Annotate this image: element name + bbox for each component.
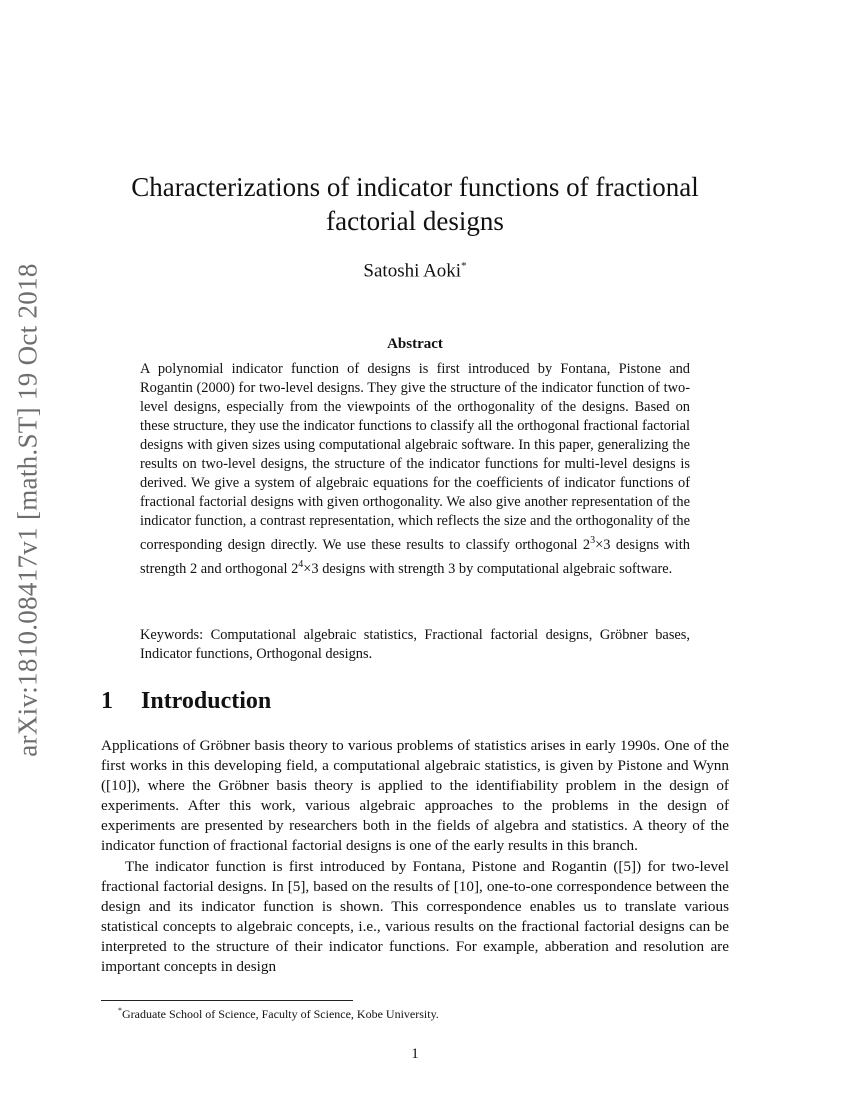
section-heading [101,688,271,715]
section-body [101,736,729,977]
paper-title: Characterizations of indicator functions of fractional factorial designs [131,172,699,236]
footnote [118,1006,439,1022]
author-footnote-mark: * [461,260,467,272]
exponent: 3 [590,535,596,546]
arxiv-side-stamp [8,250,48,770]
author-name: Satoshi Aoki [363,260,462,282]
paragraph: Applications of Gröbner basis theory to various problems of statistics arises in early 1990s. One of the first works in this developing field, a computational algebraic statistics, is given by Pistone and Wynn ([10]), where the Gröbner basis theory is applied to the identifiability problem in the design of experiments. After this work, various algebraic approaches to the problems in the design of experiments are presented by researchers both in the fields of algebra and statistics. A theory of the indicator function of fractional factorial designs is one of the early results in this branch. [101,737,729,855]
section-title: Introduction [141,688,272,714]
footnote-mark: * [118,1006,122,1015]
exponent: 4 [298,558,304,570]
arxiv-identifier: arXiv:1810.08417v1 [math.ST] 19 Oct 2018 [12,263,43,757]
section-number: 1 [101,688,113,714]
abstract-heading: Abstract [387,336,443,352]
footnote-text: Graduate School of Science, Faculty of Science, Kobe University. [122,1007,439,1021]
author-line [100,260,730,282]
footnote-divider [101,1000,353,1001]
keywords: Keywords: Computational algebraic statistics, Fractional factorial designs, Gröbner bases, Indicator functions, Orthogonal designs. [140,627,690,662]
abstract-text: A polynomial indicator function of designs is first introduced by Fontana, Pistone and Rogantin (2000) for two-level designs. They give the structure of the indicator function of two-level designs, especially from the viewpoints of the orthogonality of the designs. Based on these structure, they use the indicator functions to classify all the orthogonal fractional factorial designs with given sizes using computational algebraic software. In this paper, generalizing the results on two-level designs, the structure of the indicator functions for multi-level designs is derived. We give a system of algebraic equations for the coefficients of indicator functions of fractional factorial designs with given orthogonality. We also give another representation of the indicator function, a contrast representation, which reflects the size and the orthogonality of the corresponding design directly. We use these results to classify orthogonal $2^3\times 3$ designs with strength 2 and orthogonal $2^4\times 3$ designs with strength 3 by computational algebraic software. [140,361,690,577]
page-number: 1 [411,1046,419,1062]
paragraph: The indicator function is first introduced by Fontana, Pistone and Rogantin ([5]) for two-level fractional factorial designs. In [5], based on the results of [10], one-to-one correspondence between the design and its indicator function is shown. This correspondence enables us to translate various statistical concepts to algebraic concepts, i.e., various results on the fractional factorial designs can be interpreted to the structure of their indicator functions. For example, abberation and resolution are important concepts in design [101,857,729,976]
